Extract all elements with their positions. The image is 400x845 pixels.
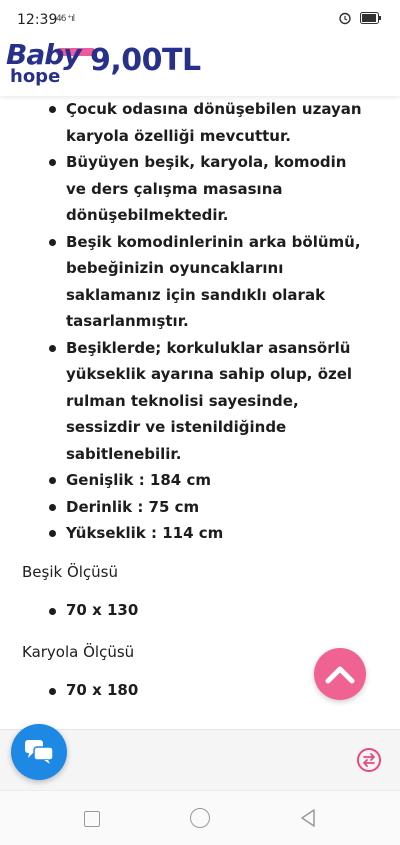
besik-size-item xyxy=(0,601,400,619)
bullet xyxy=(49,159,56,166)
system-nav-bar xyxy=(0,790,400,845)
status-icons xyxy=(338,11,382,25)
signal-icon: 46 ⁺ıl xyxy=(56,14,75,24)
scroll-top-button[interactable] xyxy=(314,648,366,700)
feature-text: Beşiklerde; korkuluklar asansörlü yükseklik ayarına sahip olup, özel rulman teknolisi sayesinde, sessizdir ve istenildiğinde sabitlenebilir. xyxy=(66,338,353,463)
compare-button[interactable] xyxy=(356,747,382,773)
back-icon[interactable] xyxy=(300,809,316,831)
chevron-up-icon xyxy=(325,663,355,685)
bullet xyxy=(49,608,56,615)
bullet xyxy=(49,688,56,695)
list-item xyxy=(0,494,400,521)
status-time: 12:39 xyxy=(17,12,58,28)
battery-icon xyxy=(360,12,382,24)
status-bar xyxy=(0,0,400,40)
feature-text: Büyüyen beşik, karyola, komodin ve ders çalışma masasına dönüşebilmektedir. xyxy=(66,153,347,224)
bullet xyxy=(49,239,56,246)
bullet xyxy=(49,530,56,537)
site-header xyxy=(0,36,400,96)
size-text: 70 x 180 xyxy=(66,680,139,699)
bullet xyxy=(49,106,56,113)
compare-icon xyxy=(356,747,382,773)
chat-icon xyxy=(23,738,55,766)
list-item xyxy=(0,520,400,547)
list-item xyxy=(0,96,400,149)
list-item xyxy=(0,335,400,468)
besik-size-title: Beşik Ölçüsü xyxy=(22,562,119,581)
list-item xyxy=(0,467,400,494)
size-text: 70 x 130 xyxy=(66,600,139,619)
feature-list xyxy=(0,96,400,547)
karyola-size-title: Karyola Ölçüsü xyxy=(22,642,135,661)
feature-text: Yükseklik : 114 cm xyxy=(66,524,224,542)
bullet xyxy=(49,477,56,484)
feature-text: Çocuk odasına dönüşebilen uzayan karyola özelliği mevcuttur. xyxy=(66,100,362,145)
bullet xyxy=(49,504,56,511)
feature-text: Derinlik : 75 cm xyxy=(66,497,200,516)
alarm-icon xyxy=(338,11,352,25)
recent-apps-icon[interactable] xyxy=(84,811,100,827)
chat-button[interactable] xyxy=(11,724,67,780)
logo-text-bottom: hope xyxy=(10,66,61,87)
list-item xyxy=(0,149,400,229)
product-price: 9,00TL xyxy=(90,43,201,78)
product-description xyxy=(0,96,400,699)
feature-text: Beşik komodinlerinin arka bölümü, bebeğinizin oyuncaklarını saklamanız için sandıklı olarak tasarlanmıştır. xyxy=(66,232,361,330)
home-icon[interactable] xyxy=(190,808,210,828)
feature-text: Genişlik : 184 cm xyxy=(66,471,211,489)
bullet xyxy=(49,345,56,352)
list-item xyxy=(0,229,400,335)
logo-text-top: Baby xyxy=(6,38,81,71)
